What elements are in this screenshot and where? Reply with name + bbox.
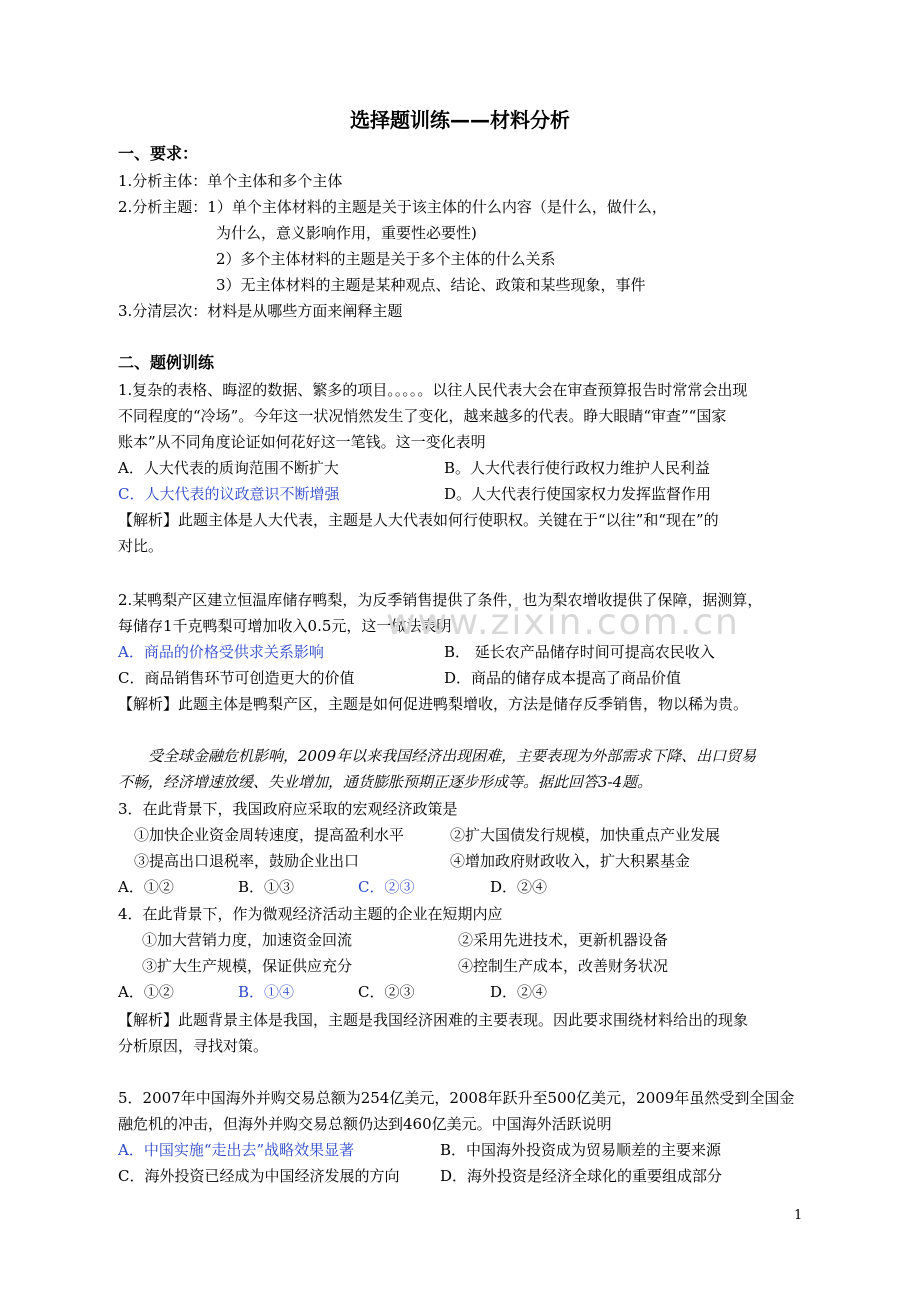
option-c: C．商品销售环节可创造更大的价值 [118, 669, 355, 687]
option-c-answer: C．人大代表的议政意识不断增强 [118, 485, 340, 503]
question-stem: 融危机的冲击，但海外并购交易总额仍达到460亿美元。中国海外活跃说明 [118, 1115, 612, 1133]
requirement-line: 2.分析主题：1）单个主体材料的主题是关于该主体的什么内容（是什么，做什么， [118, 198, 667, 216]
statement-4: ④增加政府财政收入，扩大积累基金 [450, 852, 691, 870]
option-a-answer: A．中国实施“走出去”战略效果显著 [118, 1141, 355, 1159]
page-number: 1 [794, 1208, 803, 1223]
question-stem: 4．在此背景下，作为微观经济活动主题的企业在短期内应 [118, 905, 503, 923]
section-heading-requirements: 一、要求： [118, 144, 199, 163]
section-heading-examples: 二、题例训练 [118, 353, 215, 372]
option-b: B．中国海外投资成为贸易顺差的主要来源 [440, 1141, 722, 1159]
statement-3: ③扩大生产规模，保证供应充分 [142, 957, 353, 975]
statement-1: ①加快企业资金周转速度，提高盈利水平 [134, 826, 405, 844]
question-stem: 不同程度的“冷场”。今年这一状况悄然发生了变化，越来越多的代表。睁大眼睛“审查”“国家 [118, 407, 727, 425]
option-d: D．②④ [490, 878, 548, 896]
analysis-text: 【解析】此题主体是鸭梨产区，主题是如何促进鸭梨增收，方法是储存反季销售，物以稀为贵。 [118, 695, 749, 713]
statement-2: ②扩大国债发行规模，加快重点产业发展 [450, 826, 721, 844]
analysis-text: 分析原因，寻找对策。 [118, 1037, 269, 1055]
option-a: A．人大代表的质询范围不断扩大 [118, 459, 339, 477]
option-c: C．②③ [358, 983, 415, 1001]
statement-1: ①加大营销力度，加速资金回流 [142, 931, 353, 949]
analysis-text: 【解析】此题背景主体是我国，主题是我国经济困难的主要表现。因此要求围绕材料给出的现象 [118, 1011, 749, 1029]
analysis-text: 【解析】此题主体是人大代表，主题是人大代表如何行使职权。关键在于“以往”和“现在”的 [118, 511, 719, 529]
option-d: D．②④ [490, 983, 548, 1001]
statement-4: ④控制生产成本，改善财务状况 [458, 957, 669, 975]
option-b-answer: B．①④ [238, 983, 295, 1001]
requirement-line: 1.分析主体：单个主体和多个主体 [118, 172, 343, 190]
question-stem: 5．2007年中国海外并购交易总额为254亿美元，2008年跃升至500亿美元，2009年虽然受到全国金 [118, 1089, 795, 1107]
option-a: A．①② [118, 878, 174, 896]
option-b: B． 延长农产品储存时间可提高农民收入 [444, 643, 715, 661]
option-b: B．①③ [238, 878, 295, 896]
option-d: D．商品的储存成本提高了商品价值 [444, 669, 682, 687]
option-d: D．海外投资是经济全球化的重要组成部分 [440, 1167, 723, 1185]
requirement-line: 3）无主体材料的主题是某种观点、结论、政策和某些现象，事件 [216, 276, 646, 294]
option-c-answer: C．②③ [358, 878, 415, 896]
question-stem: 2.某鸭梨产区建立恒温库储存鸭梨，为反季销售提供了条件，也为梨农增收提供了保障，据测算， [118, 591, 763, 609]
requirement-line: 2）多个主体材料的主题是关于多个主体的什么关系 [216, 250, 556, 268]
requirement-line: 3.分清层次：材料是从哪些方面来阐释主题 [118, 302, 403, 320]
statement-2: ②采用先进技术，更新机器设备 [458, 931, 669, 949]
background-material: 不畅，经济增速放缓、失业增加，通货膨胀预期正逐步形成等。据此回答3-4题。 [118, 773, 653, 791]
option-a-answer: A．商品的价格受供求关系影响 [118, 643, 324, 661]
option-a: A．①② [118, 983, 174, 1001]
question-stem: 账本”从不同角度论证如何花好这一笔钱。这一变化表明 [118, 433, 486, 451]
question-stem: 1.复杂的表格、晦涩的数据、繁多的项目。。。。。以往人民代表大会在审查预算报告时常常会出现 [118, 381, 748, 399]
requirement-line: 为什么，意义影响作用，重要性必要性) [216, 224, 477, 242]
analysis-text: 对比。 [118, 537, 164, 555]
watermark: www.zixin.com.cn [386, 602, 740, 643]
background-material: 受全球金融危机影响，2009年以来我国经济出现困难，主要表现为外部需求下降、出口贸易 [148, 747, 757, 765]
question-stem: 3．在此背景下，我国政府应采取的宏观经济政策是 [118, 800, 458, 818]
page-title: 选择题训练——材料分析 [350, 108, 570, 132]
question-stem: 每储存1千克鸭梨可增加收入0.5元，这一做法表明 [118, 617, 452, 635]
option-b: B。人大代表行使行政权力维护人民利益 [444, 459, 711, 477]
option-c: C．海外投资已经成为中国经济发展的方向 [118, 1167, 400, 1185]
statement-3: ③提高出口退税率，鼓励企业出口 [134, 852, 360, 870]
option-d: D。人大代表行使国家权力发挥监督作用 [444, 485, 712, 503]
